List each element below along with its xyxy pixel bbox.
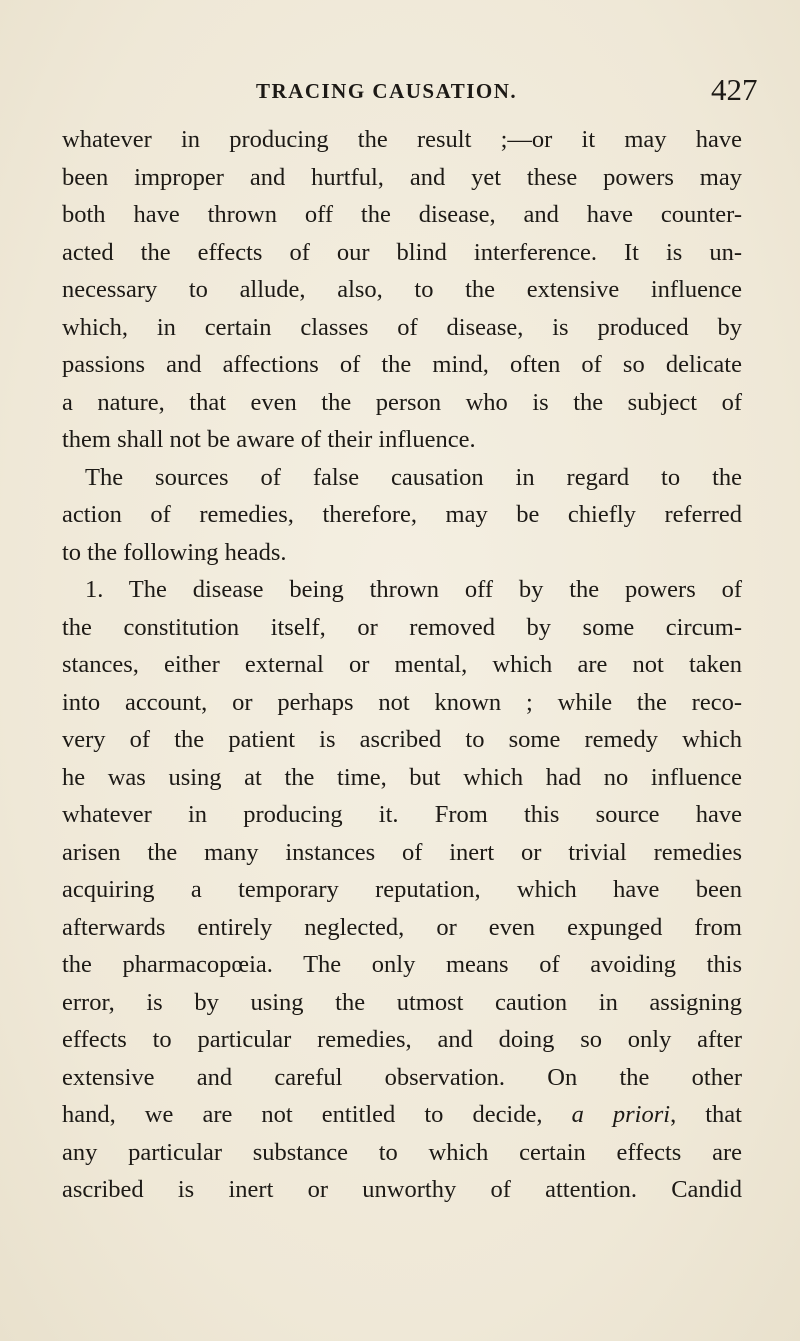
text-line: both have thrown off the disease, and have counter- xyxy=(62,201,742,228)
text-line: stances, either external or mental, which are not taken xyxy=(62,651,742,678)
text-line: error, is by using the utmost caution in assigning xyxy=(62,988,742,1016)
text-line: afterwards entirely neglected, or even expunged from xyxy=(62,913,742,941)
text-line: whatever in producing it. From this source have xyxy=(62,801,742,828)
text-line: very of the patient is ascribed to some remedy which xyxy=(62,726,742,753)
body-text xyxy=(62,121,742,1209)
text-line: acted the effects of our blind interference. It is un- xyxy=(62,238,742,266)
text-line: acquiring a temporary reputation, which have been xyxy=(62,876,742,903)
text-line: any particular substance to which certain effects are xyxy=(62,1138,742,1166)
text-line: them shall not be aware of their influence. xyxy=(62,426,476,453)
text-line: been improper and hurtful, and yet these powers may xyxy=(62,163,742,191)
text-line: effects to particular remedies, and doing so only after xyxy=(62,1026,742,1053)
page-number: 427 xyxy=(711,72,758,107)
text-line: the pharmacopœia. The only means of avoiding this xyxy=(62,951,742,978)
text-line: the constitution itself, or removed by some circum- xyxy=(62,613,742,641)
text-line: to the following heads. xyxy=(62,538,287,566)
text-line: a nature, that even the person who is the subject of xyxy=(62,388,742,416)
text-line: whatever in producing the result ;—or it may have xyxy=(62,126,742,153)
text-line: which, in certain classes of disease, is produced by xyxy=(62,313,742,341)
text-line: necessary to allude, also, to the extensive influence xyxy=(62,276,742,303)
text-line: arisen the many instances of inert or trivial remedies xyxy=(62,838,742,866)
text-line: ascribed is inert or unworthy of attention. Candid xyxy=(62,1176,742,1203)
running-title: TRACING CAUSATION. xyxy=(256,79,518,103)
italic-phrase: a priori xyxy=(571,1101,671,1128)
text-line: 1. The disease being thrown off by the powers of xyxy=(85,576,742,603)
text-line xyxy=(62,1096,742,1134)
line-27-before: hand, we are not entitled to decide, xyxy=(62,1101,572,1128)
text-line: The sources of false causation in regard to the xyxy=(85,463,742,491)
page-header xyxy=(0,74,800,114)
text-line: into account, or perhaps not known ; while the reco- xyxy=(62,688,742,716)
text-line: action of remedies, therefore, may be chiefly referred xyxy=(62,501,742,528)
text-line: extensive and careful observation. On the other xyxy=(62,1063,742,1091)
text-line: he was using at the time, but which had no influence xyxy=(62,763,742,791)
text-line: passions and affections of the mind, often of so delicate xyxy=(62,351,742,378)
line-27-after: , that xyxy=(670,1101,742,1128)
